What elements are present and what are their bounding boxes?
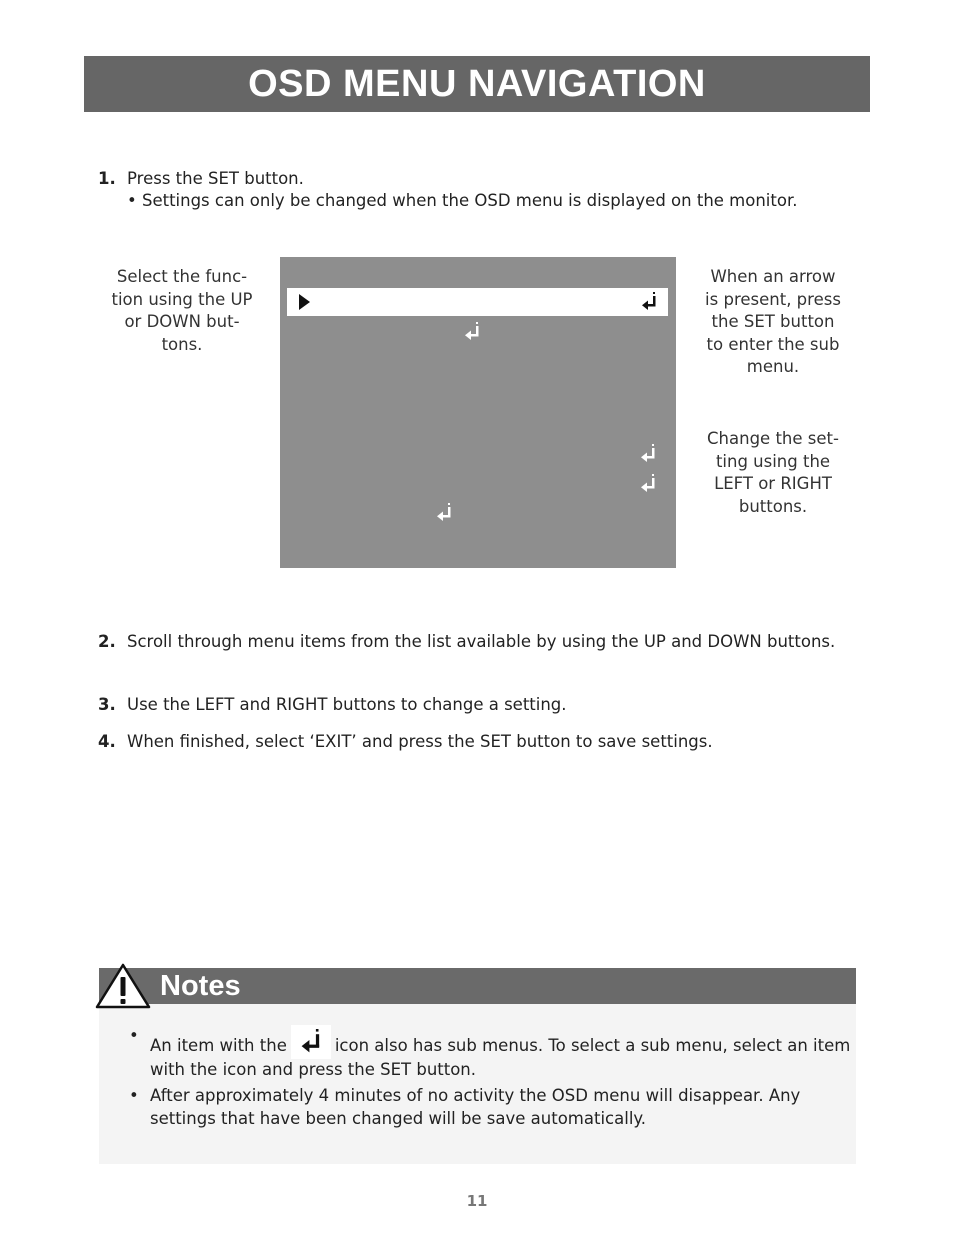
side-note-enter-submenu: When an arrow is present, press the SET button to enter the sub menu. [705, 267, 841, 376]
step-number: 4. [98, 732, 116, 751]
note-text-after: icon also has sub menus. To select a sub menu, select an item with the icon and press the SET button. [150, 1036, 851, 1079]
note-text-before: An item with the [150, 1036, 287, 1055]
step-1 [98, 168, 838, 190]
osd-selected-row [287, 288, 668, 316]
step-number: 1. [98, 169, 116, 188]
step-text: When finished, select ‘EXIT’ and press the SET button to save settings. [127, 732, 713, 751]
enter-submenu-icon [291, 1025, 331, 1059]
step-number: 3. [98, 695, 116, 714]
enter-submenu-icon [641, 444, 657, 464]
notes-title: Notes [160, 970, 241, 1002]
step-3 [98, 694, 858, 716]
enter-submenu-icon [465, 322, 481, 342]
step-text: Scroll through menu items from the list available by using the UP and DOWN buttons. [127, 632, 836, 651]
step-1-subnote: • Settings can only be changed when the OSD menu is displayed on the monitor. [127, 191, 798, 210]
step-number: 2. [98, 632, 116, 651]
side-note-change-setting: Change the set- ting using the LEFT or RIGHT buttons. [707, 429, 839, 516]
enter-submenu-icon [641, 474, 657, 494]
bullet: • [129, 1086, 139, 1105]
note-item [129, 1025, 854, 1082]
step-4 [98, 731, 858, 753]
note-item [129, 1085, 854, 1130]
step-2 [98, 631, 858, 653]
step-text: Press the SET button. [127, 169, 304, 188]
page-number: 11 [466, 1192, 488, 1210]
note-text [150, 1025, 854, 1082]
enter-submenu-icon [437, 503, 453, 523]
header-bar [84, 56, 870, 112]
step-text: Use the LEFT and RIGHT buttons to change a setting. [127, 695, 567, 714]
bullet: • [129, 1026, 139, 1045]
page-title: OSD MENU NAVIGATION [248, 62, 706, 105]
osd-menu-screen [280, 257, 676, 568]
notes-header-bar [99, 968, 856, 1004]
warning-icon [94, 962, 152, 1010]
enter-submenu-icon [642, 292, 658, 312]
note-text: After approximately 4 minutes of no activity the OSD menu will disappear. Any settings that have been changed will be save automatically. [150, 1086, 801, 1128]
play-arrow-icon [299, 294, 310, 310]
side-note-select-function: Select the func- tion using the UP or DOWN but- tons. [111, 267, 253, 354]
